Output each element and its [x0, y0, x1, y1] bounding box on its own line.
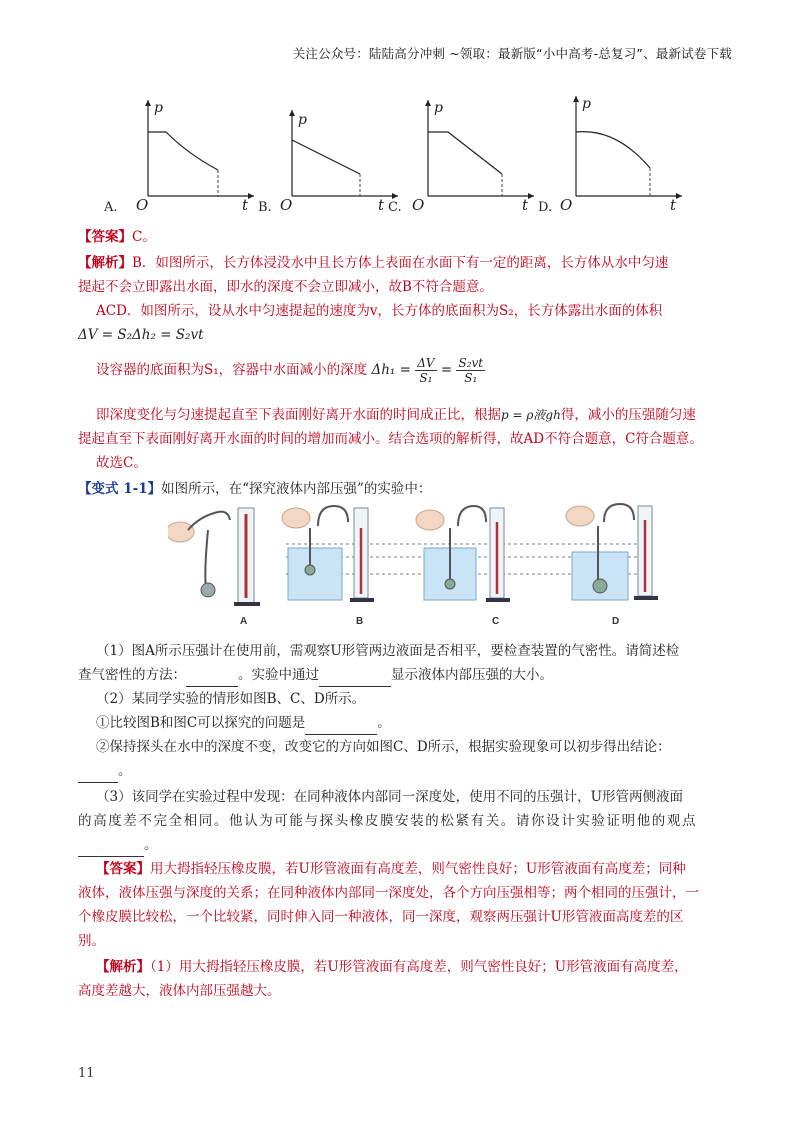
answer-line: 别。: [78, 933, 105, 949]
apparatus-label-b: B: [356, 616, 364, 627]
question-line: 。: [78, 834, 732, 857]
fraction-dv-s1: $\frac{\Delta V}{\text{S₁}}$: [417, 356, 435, 385]
apparatus-c: [416, 506, 510, 602]
apparatus-label-c: C: [492, 616, 500, 627]
question-line: ②保持探头在水中的深度不变，改变它的方向如图C、D所示，根据实验现象可以初步得出结论：: [96, 739, 671, 755]
variant-title: 【变式 1-1】如图所示，在“探究液体内部压强”的实验中：: [78, 481, 432, 497]
question-line: 的高度差不完全相同。他认为可能与探头橡皮膜安装的松紧有关。请你设计实验证明他的观点: [78, 813, 698, 829]
origin-label: O: [280, 196, 293, 212]
graph-b-label: B.: [258, 200, 272, 215]
analysis-line: 高度差越大，液体内部压强越大。: [78, 983, 281, 999]
page-header: 关注公众号：陆陆高分冲刺 ~领取：最新版“小中高考-总复习”、最新试卷下载: [292, 46, 732, 61]
question-line: （1）图A所示压强计在使用前，需观察U形管两边液面是否相平，要检查装置的气密性。请简述检: [96, 643, 680, 659]
page-number: 11: [78, 1066, 95, 1081]
analysis-line: 【解析】B．如图所示，长方体浸没水中且长方体上表面在水面下有一定的距离，长方体从水中匀速: [78, 255, 669, 271]
analysis-line: 提起直至下表面刚好离开水面的时间的增加而减小。结合选项的解析得，故AD不符合题意，C符合题意。: [78, 431, 703, 447]
apparatus-illustration: [168, 502, 664, 630]
question-line: （2）某同学实验的情形如图B、C、D所示。: [96, 691, 366, 707]
graph-b: [262, 92, 402, 212]
axis-t-label: t: [670, 196, 677, 212]
answer-blank: [319, 664, 391, 687]
axis-p-label: p: [154, 100, 163, 116]
answer-blank: [78, 834, 144, 857]
analysis-line: 即深度变化与匀速提起直至下表面刚好离开水面的时间成正比，根据p = ρ液gh得，减小的压强随匀速: [96, 407, 696, 423]
graph-c-label: C.: [388, 200, 402, 215]
analysis-line: 故选C。: [96, 455, 147, 471]
axis-p-label: p: [434, 100, 443, 116]
apparatus-label-d: D: [612, 616, 620, 627]
axis-p-label: p: [582, 96, 591, 112]
analysis-line: 提起不会立即露出水面，即水的深度不会立即减小，故B不符合题意。: [78, 279, 493, 295]
apparatus-d: [566, 504, 658, 600]
graph-d-label: D.: [538, 200, 553, 215]
question-line: （3）该同学在实验过程中发现：在同种液体内部同一深度处，使用不同的压强计，U形管两侧液面: [96, 789, 683, 805]
question-line: 。: [78, 760, 732, 783]
apparatus-a: [168, 508, 260, 606]
apparatus-b: [282, 506, 374, 602]
origin-label: O: [412, 196, 425, 212]
graph-d: [546, 92, 686, 212]
question-line: ①比较图B和图C可以探究的问题是 。: [96, 712, 732, 735]
apparatus-label-a: A: [240, 616, 248, 627]
answer-blank: [78, 760, 118, 783]
analysis-line: ACD．如图所示，设从水中匀速提起的速度为v，长方体的底面积为S₂，长方体露出水面的体积: [96, 303, 663, 319]
origin-label: O: [136, 196, 149, 212]
formula-delta-v: ΔV = S₂Δh₂ = S₂vt: [78, 327, 204, 343]
origin-label: O: [560, 196, 573, 212]
analysis-line: 设容器的底面积为S₁，容器中水面减小的深度 Δh₁ = $\frac{\Delta V}{\text{S₁}}$ = $\frac{\text{S₂vt}}{\text{S₁}}$: [96, 356, 484, 385]
graph-c: [398, 92, 538, 212]
answer-line: 【答案】用大拇指轻压橡皮膜，若U形管液面有高度差，则气密性良好；U形管液面有高度差；同种: [96, 861, 686, 877]
graph-a-label: A.: [104, 200, 118, 215]
answer-line: 【答案】C。: [78, 229, 156, 245]
analysis-line: 【解析】（1）用大拇指轻压橡皮膜，若U形管液面有高度差，则气密性良好；U形管液面有高度差，: [96, 959, 688, 975]
question-line: 查气密性的方法： 。实验中通过 显示液体内部压强的大小。: [78, 664, 732, 687]
axis-t-label: t: [242, 196, 249, 212]
answer-line: 个橡皮膜比较松，一个比较紧，同时伸入同一种液体，同一深度，观察两压强计U形管液面高度差的区: [78, 909, 684, 925]
answer-blank: [305, 712, 377, 735]
axis-t-label: t: [522, 196, 529, 212]
fraction-s2vt-s1: $\frac{\text{S₂vt}}{\text{S₁}}$: [458, 356, 484, 385]
graph-a: [118, 92, 258, 212]
answer-line: 液体，液体压强与深度的关系；在同种液体内部同一深度处，各个方向压强相等；两个相同的压强计，一: [78, 885, 699, 901]
axis-p-label: p: [298, 112, 307, 128]
axis-t-label: t: [378, 196, 385, 212]
answer-blank: [186, 664, 238, 687]
